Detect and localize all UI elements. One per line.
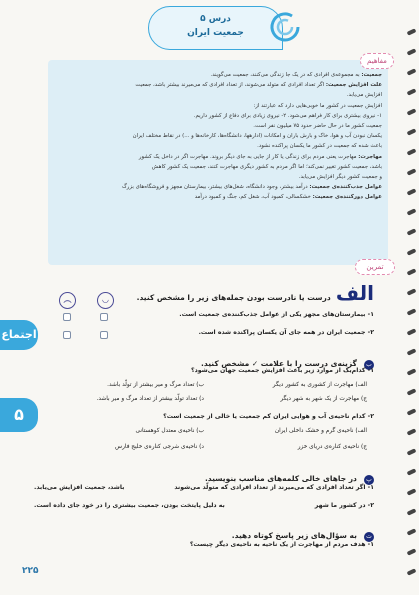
binding-ring	[407, 248, 417, 255]
concept-definition: باعث شده که جمعیت در کشور ما یکسان پراکنده نشود.	[257, 143, 382, 150]
binding-ring	[407, 68, 417, 75]
binding-ring	[407, 488, 417, 495]
answer-option[interactable]: الف) مهاجرت از کشوری به کشور دیگر	[272, 382, 367, 388]
concept-line	[60, 152, 382, 162]
concept-line	[60, 141, 382, 151]
concept-definition: مهاجرت یعنی مردم برای زندگی یا کار از جایی به جای دیگر بروند. مهاجرت اگر در داخل یک کشور	[138, 153, 359, 160]
binding-ring	[407, 508, 417, 515]
concept-definition: اگر تعداد افرادی که متولد می‌شوند، از تعداد افرادی که می‌میرند بیشتر باشد، جمعیت	[135, 82, 326, 89]
section-pe-heading	[205, 466, 374, 485]
true-false-item: ۲- جمعیت ایران در همه جای آن یکسان پراکنده شده است.	[198, 329, 374, 336]
answer-option[interactable]: د) تعداد تولّد بیشتر از تعداد مرگ و میر باشد.	[96, 396, 204, 402]
binding-ring	[407, 408, 417, 415]
concept-definition: خشکسالی، کمبود آب، شغل کم، جنگ و کمبود درآمد	[194, 194, 313, 201]
concept-definition: باشد، جمعیت کشور تغییر نمی‌کند؛ اما اگر مردم به کشور دیگری مهاجرت کنند، جمعیت یک کشور کاهش	[151, 163, 382, 170]
section-instruction: درست یا نادرست بودن جمله‌های زیر را مشخص کنید.	[136, 293, 331, 302]
concept-line	[60, 162, 382, 172]
concept-line	[60, 101, 382, 111]
true-checkbox[interactable]	[100, 313, 108, 321]
happy-face-icon: ◡	[97, 292, 114, 309]
binding-ring	[407, 348, 417, 355]
binding-ring	[407, 568, 417, 575]
fill-blank-end: باشد، جمعیت افزایش می‌یابد.	[34, 484, 125, 491]
binding-ring	[407, 168, 417, 175]
binding-ring	[407, 448, 417, 455]
binding-ring	[407, 388, 417, 395]
concept-line	[60, 111, 382, 121]
concept-definition: ۱- نیروی بیشتری برای کار فراهم می‌شود. ۲- نیروی زیادی برای دفاع از کشور داریم.	[193, 112, 382, 119]
question-stem: ۲- کدام ناحیه‌ی آب و هوایی ایران کم جمعیت یا خالی از جمعیت است؟	[163, 413, 374, 420]
binding-ring	[407, 108, 417, 115]
concepts-text	[60, 70, 382, 203]
subject-side-tab: اجتماع	[0, 320, 38, 350]
binding-ring	[407, 288, 417, 295]
answer-option[interactable]: د) ناحیه‌ی شرجی کناره‌ی خلیج فارس	[115, 444, 204, 450]
concepts-label: مفاهیم	[360, 53, 394, 69]
spiral-binding	[405, 30, 419, 590]
binding-ring	[407, 308, 417, 315]
fill-blank-start: ۱- اگر تعداد افرادی که می‌میرند از تعداد افرادی که متولّد می‌شوند	[174, 484, 374, 491]
binding-ring	[407, 368, 417, 375]
binding-ring	[407, 428, 417, 435]
false-checkbox[interactable]	[63, 313, 71, 321]
short-answer-item: ۱- هدف مردم از مهاجرت از یک ناحیه به ناحیه‌ی دیگر چیست؟	[189, 541, 374, 548]
section-te-heading	[232, 523, 374, 542]
answer-option[interactable]: الف) ناحیه‌ی گرم و خشک داخلی ایران	[274, 428, 367, 434]
binding-ring	[407, 528, 417, 535]
concept-line	[60, 80, 382, 90]
swirl-logo-icon	[268, 10, 302, 44]
section-letter: ب	[364, 360, 374, 370]
true-false-item: ۱- بیمارستان‌های مجهز یکی از عوامل جذب‌کننده‌ی جمعیت است.	[179, 311, 374, 318]
concept-line	[60, 70, 382, 80]
concept-definition: درآمد بیشتر، وجود دانشگاه، شغل‌های بیشتر، بیمارستان مجهز و فروشگاه‌های بزرگ	[121, 184, 310, 191]
fill-blank-item	[34, 502, 374, 509]
section-letter: ت	[364, 532, 374, 542]
sad-face-icon: ︵	[59, 292, 76, 309]
concept-line	[60, 192, 382, 202]
answer-option[interactable]: ج) ناحیه‌ی کناره‌ی دریای خزر	[297, 444, 367, 450]
fill-blank-item	[34, 484, 374, 491]
binding-ring	[407, 188, 417, 195]
concept-line	[60, 121, 382, 131]
concept-line	[60, 90, 382, 100]
concept-definition: یکسان نبودن آب و هوا، خاک و بارش باران و امکانات (ادارهها، دانشگاه‌ها، کارخانه‌ها و ...) در نقاط مختلف ایران	[132, 133, 382, 140]
binding-ring	[407, 48, 417, 55]
concept-line	[60, 182, 382, 192]
binding-ring	[407, 208, 417, 215]
binding-ring	[407, 468, 417, 475]
concept-definition: و جمعیت کشور دیگر افزایش می‌یابد.	[298, 174, 382, 181]
binding-ring	[407, 548, 417, 555]
exercise-label: تمرین	[355, 259, 395, 275]
fill-blank-start: ۲- در کشور ما شهر	[314, 502, 374, 509]
binding-ring	[407, 148, 417, 155]
concept-definition: به مجموعه‌ی افرادی که در یک جا زندگی می‌کنند، جمعیت می‌گویند.	[210, 72, 362, 78]
question-stem: ۱- کدام‌یک از موارد زیر باعث افزایش جمعیت جهان می‌شود؟	[191, 367, 374, 374]
section-instruction: در جاهای خالی کلمه‌های مناسب بنویسید.	[204, 474, 357, 483]
section-letter: پ	[364, 475, 374, 485]
binding-ring	[407, 328, 417, 335]
lesson-number: درس ۵	[200, 14, 231, 24]
lesson-title: جمعیت ایران	[187, 28, 244, 38]
section-letter: الف	[335, 281, 374, 305]
concept-term: جمعیت:	[361, 72, 382, 78]
concept-line	[60, 172, 382, 182]
lesson-header	[148, 6, 283, 50]
concept-term: مهاجرت:	[358, 153, 382, 160]
section-instruction: به سؤال‌های زیر پاسخ کوتاه دهید.	[231, 531, 357, 540]
page-number: ۲۲۵	[22, 566, 39, 576]
false-checkbox[interactable]	[63, 331, 71, 339]
true-checkbox[interactable]	[100, 331, 108, 339]
binding-ring	[407, 88, 417, 95]
concept-definition: افزایش جمعیت در کشور ما خوبی‌هایی دارد که عبارتند از:	[253, 102, 382, 109]
binding-ring	[407, 228, 417, 235]
concept-definition: جمعیت کشور ما در حال حاضر حدود ۷۵ میلیون نفر است.	[253, 123, 382, 130]
answer-option[interactable]: ب) ناحیه‌ی معتدل کوهستانی	[135, 428, 204, 434]
concept-line	[60, 131, 382, 141]
binding-ring	[407, 268, 417, 275]
chapter-side-tab: ۵	[0, 398, 38, 432]
binding-ring	[407, 128, 417, 135]
fill-blank-end: به دلیل پایتخت بودن، جمعیت بیشتری را در خود جای داده است.	[34, 502, 225, 509]
section-instruction: گزینه‌ی درست را با علامت ✓ مشخص کنید.	[201, 359, 357, 368]
concept-term: علت افزایش جمعیت:	[325, 82, 382, 89]
concept-term: عوامل جذب‌کننده‌ی جمعیت:	[309, 184, 382, 191]
answer-option[interactable]: ب) تعداد مرگ و میر بیشتر از تولّد باشد.	[107, 382, 204, 388]
concept-term: عوامل دورکننده‌ی جمعیت:	[312, 194, 382, 201]
binding-ring	[407, 28, 417, 35]
answer-option[interactable]: ج) مهاجرت از یک شهر به شهر دیگر	[280, 396, 367, 402]
concept-definition: افزایش می‌یابد.	[346, 92, 382, 99]
section-alef-heading	[137, 281, 374, 305]
